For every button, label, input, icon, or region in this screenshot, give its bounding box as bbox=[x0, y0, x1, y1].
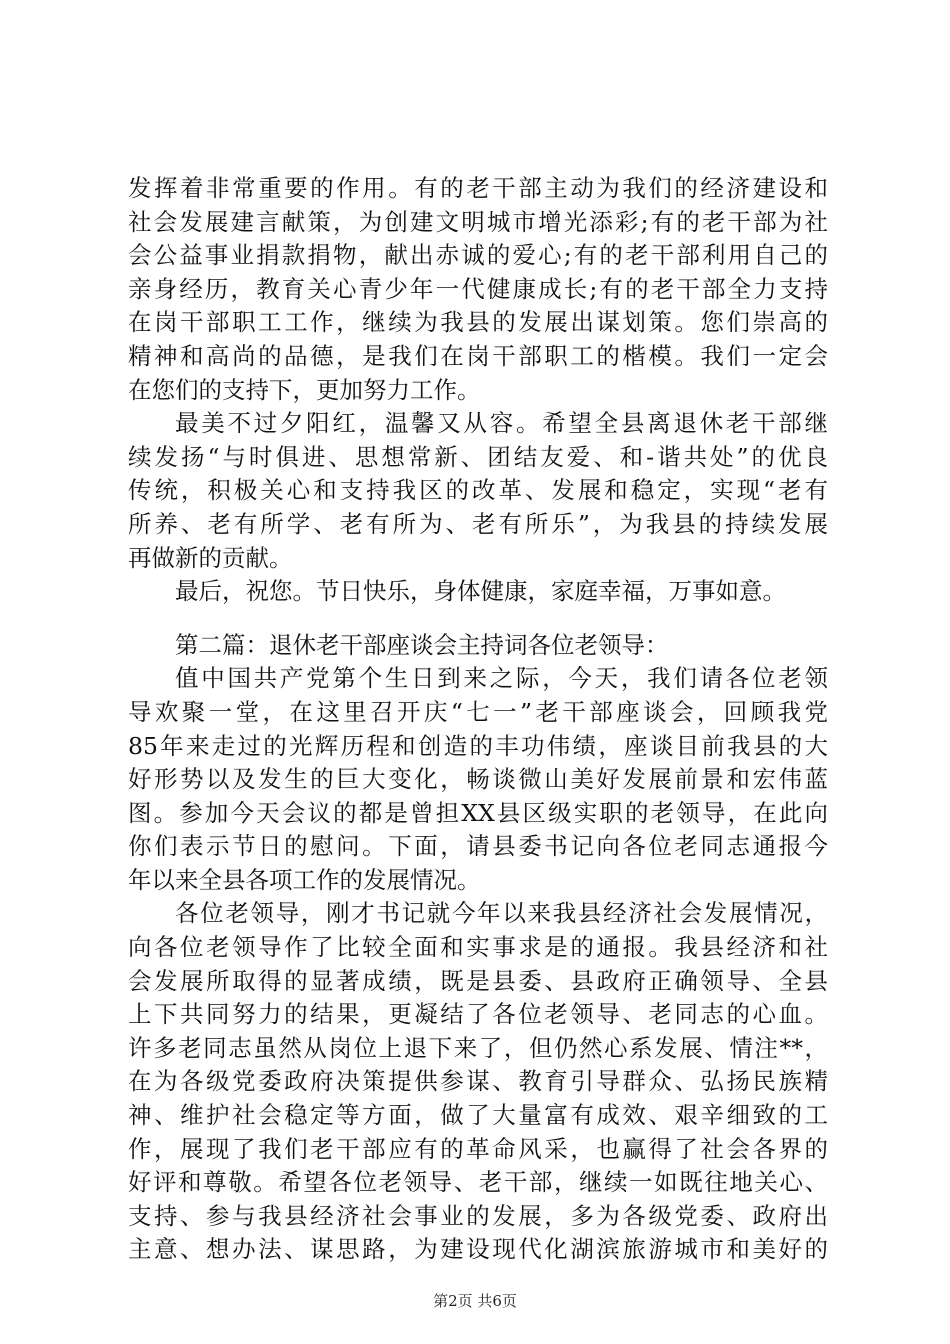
text-line: 好形势以及发生的巨大变化，畅谈微山美好发展前景和宏伟蓝 bbox=[128, 765, 828, 794]
text-line: 图。参加今天会议的都是曾担XX县区级实职的老领导，在此向 bbox=[128, 798, 828, 827]
text-line: 支持、参与我县经济社会事业的发展，多为各级党委、政府出 bbox=[128, 1201, 828, 1230]
text-line: 发挥着非常重要的作用。有的老干部主动为我们的经济建设和 bbox=[128, 174, 828, 202]
text-line: 主意、想办法、谋思路，为建设现代化湖滨旅游城市和美好的 bbox=[128, 1235, 828, 1264]
text-line: 精神和高尚的品德，是我们在岗干部职工的楷模。我们一定会 bbox=[128, 341, 828, 370]
paragraph bbox=[128, 897, 828, 1267]
text-line: 再做新的贡献。 bbox=[128, 543, 293, 572]
text-line: 值中国共产党第个生日到来之际，今天，我们请各位老领 bbox=[175, 664, 828, 693]
text-line: 在为各级党委政府决策提供参谋、教育引导群众、弘扬民族精 bbox=[128, 1067, 828, 1096]
paragraph bbox=[128, 407, 828, 575]
text-line: 会发展所取得的显著成绩，既是县委、县政府正确领导、全县 bbox=[128, 966, 828, 995]
text-line: 在您们的支持下，更加努力工作。 bbox=[128, 375, 481, 404]
text-line: 在岗干部职工工作，继续为我县的发展出谋划策。您们崇高的 bbox=[128, 308, 828, 337]
text-line: 最美不过夕阳红，温馨又从容。希望全县离退休老干部继 bbox=[175, 409, 828, 438]
section-gap bbox=[128, 609, 828, 629]
page-number-footer: 第2页 共6页 bbox=[433, 1292, 517, 1310]
paragraph bbox=[128, 172, 828, 407]
text-line: 神、维护社会稳定等方面，做了大量富有成效、艰辛细致的工 bbox=[128, 1101, 828, 1130]
text-line: 向各位老领导作了比较全面和实事求是的通报。我县经济和社 bbox=[128, 933, 828, 962]
text-line: 许多老同志虽然从岗位上退下来了，但仍然心系发展、情注**， bbox=[128, 1033, 828, 1062]
text-line: 最后，祝您。节日快乐，身体健康，家庭幸福，万事如意。 bbox=[175, 577, 786, 606]
text-line: 会公益事业捐款捐物，献出赤诚的爱心;有的老干部利用自己的 bbox=[128, 241, 828, 270]
heading-line: 第二篇：退休老干部座谈会主持词各位老领导： bbox=[175, 630, 669, 659]
text-line: 传统，积极关心和支持我区的改革、发展和稳定，实现“老有 bbox=[128, 476, 828, 505]
text-line: 上下共同努力的结果，更凝结了各位老领导、老同志的心血。 bbox=[128, 1000, 828, 1029]
text-line: 所养、老有所学、老有所为、老有所乐”，为我县的持续发展 bbox=[128, 509, 828, 538]
section-heading bbox=[128, 629, 828, 663]
text-line: 85年来走过的光辉历程和创造的丰功伟绩，座谈目前我县的大 bbox=[128, 731, 828, 760]
text-line: 社会发展建言献策，为创建文明城市增光添彩;有的老干部为社 bbox=[128, 207, 828, 236]
text-line: 年以来全县各项工作的发展情况。 bbox=[128, 865, 481, 894]
text-line: 好评和尊敬。希望各位老领导、老干部，继续一如既往地关心、 bbox=[128, 1168, 828, 1197]
text-line: 各位老领导，刚才书记就今年以来我县经济社会发展情况， bbox=[175, 899, 828, 928]
text-line: 作，展现了我们老干部应有的革命风采，也赢得了社会各界的 bbox=[128, 1134, 828, 1163]
document-body bbox=[128, 172, 828, 1267]
paragraph bbox=[128, 575, 828, 609]
text-line: 你们表示节日的慰问。下面，请县委书记向各位老同志通报今 bbox=[128, 832, 828, 861]
text-line: 亲身经历，教育关心青少年一代健康成长;有的老干部全力支持 bbox=[128, 274, 828, 303]
text-line: 导欢聚一堂，在这里召开庆“七一”老干部座谈会，回顾我党 bbox=[128, 697, 828, 726]
text-line: 续发扬“与时俱进、思想常新、团结友爱、和-谐共处”的优良 bbox=[128, 442, 828, 471]
paragraph bbox=[128, 662, 828, 897]
